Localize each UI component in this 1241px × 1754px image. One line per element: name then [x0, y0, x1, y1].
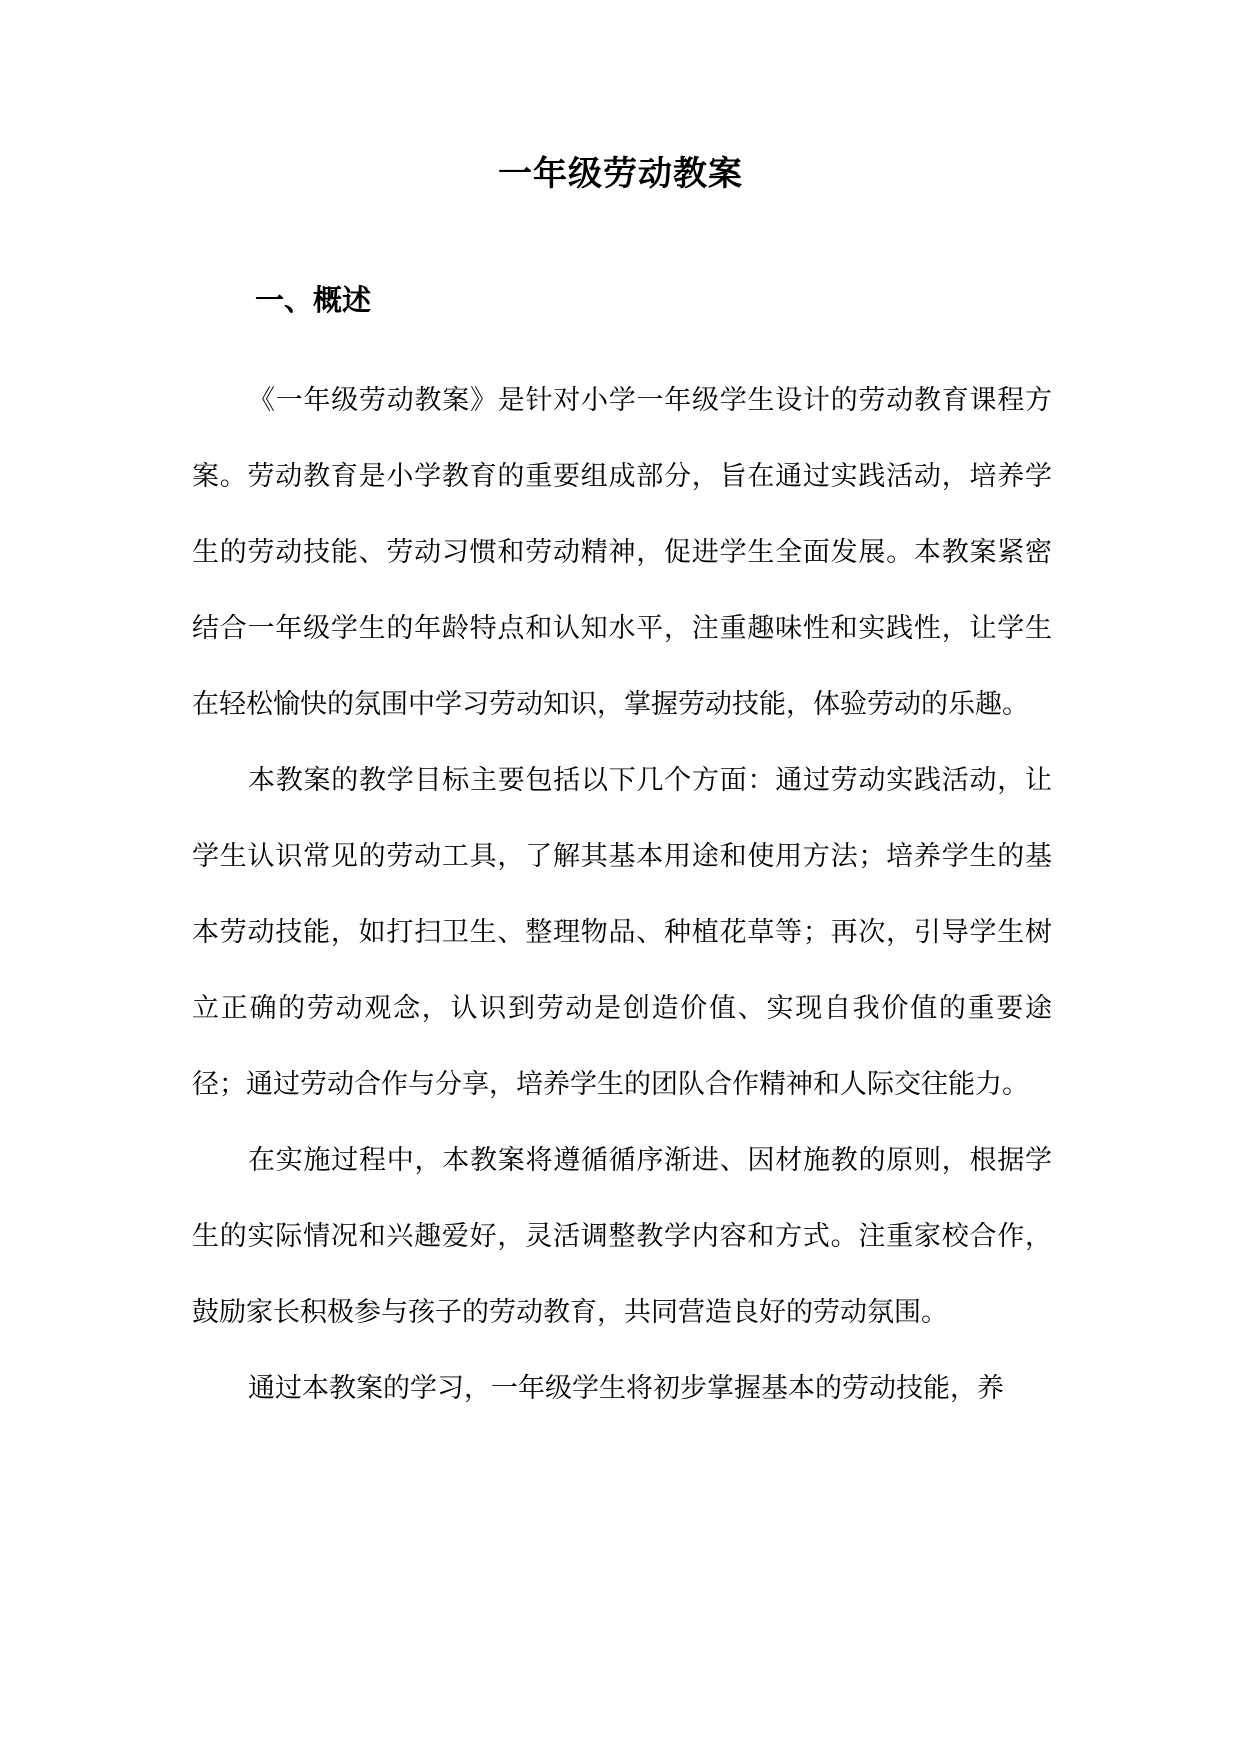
page-title: 一年级劳动教案: [498, 154, 743, 194]
paragraph-1: 《一年级劳动教案》是针对小学一年级学生设计的劳动教育课程方案。劳动教育是小学教育的重要组成部分，旨在通过实践活动，培养学生的劳动技能、劳动习惯和劳动精神，促进学生全面发展。本教案紧密结合一年级学生的年龄特点和认知水平，注重趣味性和实践性，让学生在轻松愉快的氛围中学习劳动知识，掌握劳动技能，体验劳动的乐趣。: [192, 385, 1052, 720]
section-heading: 一、概述: [255, 283, 372, 317]
paragraph-4: 通过本教案的学习，一年级学生将初步掌握基本的劳动技能，养: [248, 1373, 1004, 1404]
paragraph-2: 本教案的教学目标主要包括以下几个方面：通过劳动实践活动，让学生认识常见的劳动工具，了解其基本用途和使用方法；培养学生的基本劳动技能，如打扫卫生、整理物品、种植花草等；再次，引导学生树立正确的劳动观念，认识到劳动是创造价值、实现自我价值的重要途径；通过劳动合作与分享，培养学生的团队合作精神和人际交往能力。: [192, 765, 1052, 1100]
paragraph-3: 在实施过程中，本教案将遵循循序渐进、因材施教的原则，根据学生的实际情况和兴趣爱好，灵活调整教学内容和方式。注重家校合作，鼓励家长积极参与孩子的劳动教育，共同营造良好的劳动氛围。: [192, 1145, 1052, 1328]
body-text: [192, 363, 1052, 1427]
